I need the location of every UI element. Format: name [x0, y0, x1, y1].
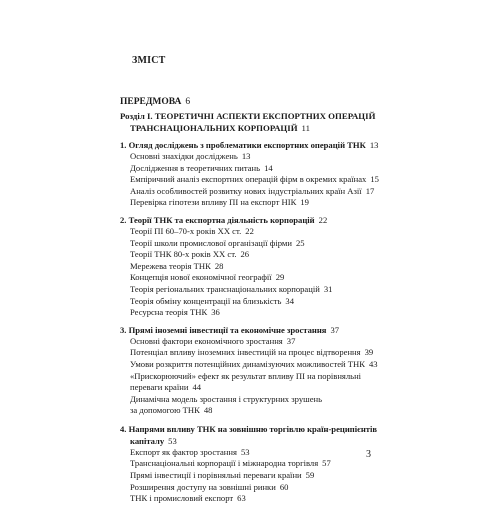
- entry-label: Теорія обміну концентрації на близькість: [130, 295, 282, 306]
- toc-entry: [120, 249, 440, 261]
- contents-heading: ЗМІСТ: [132, 55, 166, 66]
- section-page: 53: [168, 435, 177, 446]
- entry-page: 31: [323, 283, 333, 294]
- toc-entry: [120, 226, 440, 238]
- entry-label: Теорії ТНК 80-х років XX ст.: [130, 249, 237, 260]
- section-title-cont: [120, 435, 440, 447]
- part-1-line-2: [120, 122, 440, 134]
- toc-section-4: [120, 423, 440, 447]
- entry-label: «Прискорюючий» ефект як результат впливу ПІ на порівняльні: [130, 370, 362, 381]
- entry-page: 43: [368, 358, 378, 369]
- section-title-line-2: капіталу: [130, 435, 165, 446]
- entry-page: 63: [237, 493, 246, 504]
- entry-label: Прямі інвестиції і порівняльні переваги країни: [130, 470, 302, 481]
- toc-entry: [120, 186, 440, 198]
- toc-entry: [120, 151, 440, 163]
- toc-entry: [120, 458, 440, 470]
- entry-page: 15: [370, 174, 379, 185]
- entry-page: 14: [264, 162, 273, 173]
- toc-entry: [120, 482, 440, 494]
- entry-page: 13: [241, 151, 251, 161]
- toc-entry: [120, 394, 440, 406]
- section-title: 4. Напрями впливу ТНК на зовнішню торгівлю країн-реципієнтів: [120, 423, 378, 434]
- entry-label: Транснаціональні корпорації і міжнародна торгівля: [130, 458, 319, 469]
- toc-section-2: [120, 215, 440, 226]
- entry-page: 17: [365, 185, 375, 196]
- entry-label: Мережева теорія ТНК: [130, 260, 211, 271]
- entry-page: 53: [240, 446, 250, 457]
- toc-entry: [120, 197, 440, 209]
- toc-entry: [120, 307, 440, 319]
- toc-entry: [120, 347, 440, 359]
- entry-label: Основні знахідки досліджень: [130, 151, 238, 161]
- entry-label: переваги країни: [130, 382, 189, 393]
- entry-label: Дослідження в теоретичних питань: [130, 162, 261, 173]
- entry-label: Аналіз особливостей розвитку нових індустріальних країн Азії: [130, 185, 362, 196]
- section-title: 2. Теорії ТНК та експортна діяльність корпорацій: [120, 214, 315, 225]
- toc-section-1: [120, 140, 440, 151]
- toc-entry: [120, 284, 440, 296]
- table-of-contents: [120, 96, 440, 505]
- toc-entry: [120, 493, 440, 505]
- toc-section-3: [120, 325, 440, 336]
- section-page: 22: [318, 214, 328, 225]
- page-number: 3: [366, 449, 371, 460]
- entry-page: 37: [286, 335, 296, 346]
- preface-label: ПЕРЕДМОВА: [120, 97, 182, 107]
- entry-label: ТНК і промисловий експорт: [130, 493, 234, 504]
- entry-label: Теорії ПІ 60–70-х років XX ст.: [130, 225, 242, 236]
- entry-page: 36: [211, 307, 220, 318]
- entry-label: Перевірка гіпотези впливу ПІ на експорт НІК: [130, 197, 297, 208]
- entry-page: 28: [214, 260, 224, 271]
- entry-page: 60: [279, 481, 289, 492]
- entry-label: Динамічна модель зростання і структурних зрушень: [130, 393, 323, 404]
- entry-label: Ресурсна теорія ТНК: [130, 307, 208, 318]
- section-page: 37: [330, 324, 340, 335]
- section-title: 3. Прямі іноземні інвестиції та економічне зростання: [120, 324, 327, 335]
- part-1-title-cont: ТРАНСНАЦІОНАЛЬНИХ КОРПОРАЦІЙ: [130, 123, 298, 133]
- entry-label: за допомогою ТНК: [130, 405, 200, 416]
- entry-label: Розширення доступу на зовнішні ринки: [130, 481, 276, 492]
- toc-preface: [120, 96, 440, 108]
- entry-page: 26: [240, 249, 250, 260]
- entry-page: 57: [322, 458, 331, 469]
- section-title: 1. Огляд досліджень з проблематики експортних операцій ТНК: [120, 140, 366, 150]
- entry-label: Основні фактори економічного зростання: [130, 335, 283, 346]
- toc-entry: [120, 261, 440, 273]
- entry-label: Експорт як фактор зростання: [130, 446, 237, 457]
- part-1-page: 11: [301, 123, 311, 133]
- toc-entry: [120, 174, 440, 186]
- entry-page: 29: [275, 272, 285, 283]
- toc-entry: [120, 447, 440, 459]
- toc-entry: [120, 238, 440, 250]
- entry-page: 39: [364, 347, 374, 358]
- entry-label: Теорія регіональних транснаціональних корпорацій: [130, 283, 320, 294]
- toc-entry: [120, 371, 440, 383]
- toc-entry: [120, 296, 440, 308]
- part-1-line-1: Розділ І. ТЕОРЕТИЧНІ АСПЕКТИ ЕКСПОРТНИХ ОПЕРАЦІЙ: [120, 111, 376, 121]
- toc-entry: [120, 470, 440, 482]
- entry-page: 22: [245, 225, 254, 236]
- entry-label: Концепція нової економічної географії: [130, 272, 272, 283]
- entry-label: Потенціал впливу іноземних інвестицій на процес відтворення: [130, 347, 361, 358]
- entry-page: 25: [295, 237, 305, 248]
- toc-part-1: [120, 110, 440, 134]
- entry-label: Умови розкриття потенційних динамізуючих можливостей ТНК: [130, 358, 365, 369]
- entry-label: Теорії школи промислової організації фірми: [130, 237, 292, 248]
- entry-page: 44: [192, 382, 202, 393]
- toc-entry: [120, 359, 440, 371]
- toc-entry: [120, 405, 440, 417]
- toc-entry: [120, 272, 440, 284]
- entry-label: Емпіричний аналіз експортних операцій фірм в окремих країнах: [130, 174, 367, 185]
- entry-page: 19: [300, 197, 309, 208]
- entry-page: 59: [305, 470, 315, 481]
- toc-entry: [120, 336, 440, 348]
- toc-entry: [120, 163, 440, 175]
- section-page: 13: [369, 140, 379, 150]
- entry-page: 48: [203, 405, 213, 416]
- preface-page: 6: [185, 97, 191, 107]
- entry-page: 34: [285, 295, 294, 306]
- toc-entry: [120, 382, 440, 394]
